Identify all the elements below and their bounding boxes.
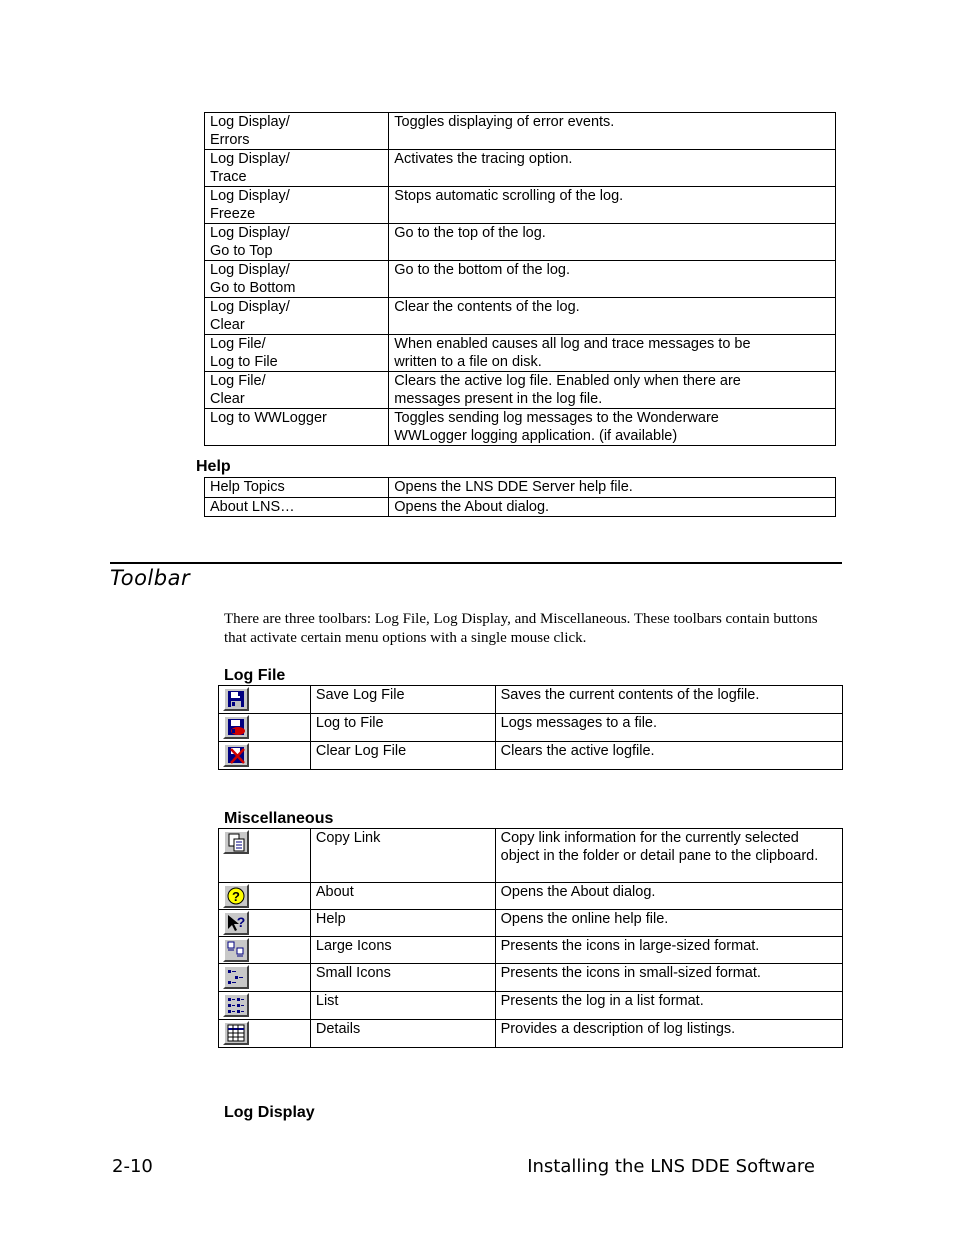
menu-item-description-line: When enabled causes all log and trace messages to be (394, 336, 751, 352)
toolbar-button-name: Help (310, 910, 495, 937)
clear-log-file-icon (226, 745, 246, 765)
save-log-file-button[interactable] (223, 687, 249, 711)
menu-item-description-line: Toggles sending log messages to the Wonderware (394, 410, 719, 426)
toolbar-button-name: Save Log File (310, 686, 495, 714)
menu-item-description-line: Toggles displaying of error events. (394, 114, 615, 130)
details-view-button[interactable] (223, 1021, 249, 1045)
toolbar-icon-cell (219, 992, 311, 1020)
table-row (219, 992, 843, 1020)
menu-item-description (389, 372, 836, 409)
menu-item-name-line: Errors (210, 131, 250, 148)
toolbar-button-description: Logs messages to a file. (495, 714, 842, 742)
table-row (219, 910, 843, 937)
menu-item-name-line: Log Display/ (210, 299, 290, 315)
menu-item-description (389, 150, 836, 187)
menu-item-description: Opens the About dialog. (389, 497, 836, 517)
menu-item-description-line: Activates the tracing option. (394, 151, 573, 167)
toolbar-icon-cell (219, 686, 311, 714)
menu-item-name-line: Log Display/ (210, 151, 290, 167)
log-file-heading: Log File (224, 667, 286, 684)
menu-item-description-line: Go to the top of the log. (394, 225, 546, 241)
toolbar-button-description: Opens the About dialog. (495, 883, 842, 910)
menu-item-description (389, 187, 836, 224)
toolbar-icon-cell (219, 883, 311, 910)
toolbar-intro-paragraph: There are three toolbars: Log File, Log Display, and Miscellaneous. These toolbars contain buttons that activate certain menu options with a single mouse click. (224, 611, 818, 646)
menu-item-name-line: Log to File (210, 353, 278, 370)
help-heading: Help (196, 458, 231, 475)
menu-item-description-line: Stops automatic scrolling of the log. (394, 188, 624, 204)
table-row (219, 1020, 843, 1048)
menu-item-description (389, 409, 836, 446)
table-row (205, 150, 836, 187)
menu-item-name-line: Go to Bottom (210, 279, 296, 296)
toolbar-button-description: Copy link information for the currently selected object in the folder or detail pane to the clipboard. (495, 829, 842, 883)
menu-item-name (205, 150, 389, 187)
menu-item-name (205, 113, 389, 150)
menu-item-name-line: Log File/ (210, 336, 266, 352)
menu-item-description (389, 224, 836, 261)
toolbar-icon-cell (219, 1020, 311, 1048)
page-number: 2-10 (112, 1156, 153, 1177)
menu-item-name-line: Log Display/ (210, 188, 290, 204)
menu-item-description-line: Clear the contents of the log. (394, 299, 580, 315)
toolbar-button-description: Presents the icons in small-sized format. (495, 964, 842, 992)
menu-item-description (389, 113, 836, 150)
table-row (219, 714, 843, 742)
toolbar-button-name: Large Icons (310, 937, 495, 964)
table-row (219, 937, 843, 964)
table-row (205, 261, 836, 298)
table-row (205, 298, 836, 335)
log-to-file-button[interactable] (223, 715, 249, 739)
section-divider (110, 562, 842, 564)
table-row (219, 829, 843, 883)
toolbar-icon-cell (219, 937, 311, 964)
menu-item-name (205, 335, 389, 372)
log-to-file-icon (226, 717, 246, 737)
menu-item-name (205, 224, 389, 261)
menu-item-help-topics: Help Topics (205, 478, 389, 498)
menu-item-name (205, 298, 389, 335)
menu-options-table (204, 112, 836, 446)
toolbar-button-name: Clear Log File (310, 742, 495, 770)
table-row (205, 409, 836, 446)
table-row (205, 335, 836, 372)
toolbar-button-description: Presents the icons in large-sized format. (495, 937, 842, 964)
toolbar-button-name: Log to File (310, 714, 495, 742)
menu-item-description-line: messages present in the log file. (394, 390, 603, 407)
menu-item-description (389, 335, 836, 372)
menu-item-name-line: Go to Top (210, 242, 273, 259)
svg-text:?: ? (236, 914, 246, 930)
menu-item-name-line: Trace (210, 168, 247, 185)
toolbar-icon-cell (219, 742, 311, 770)
menu-item-description (389, 261, 836, 298)
toolbar-button-name: Details (310, 1020, 495, 1048)
toolbar-button-name: Copy Link (310, 829, 495, 883)
toolbar-button-name: Small Icons (310, 964, 495, 992)
menu-item-description-line: Go to the bottom of the log. (394, 262, 571, 278)
toolbar-icon-cell (219, 964, 311, 992)
large-icons-icon (226, 940, 246, 960)
toolbar-icon-cell (219, 714, 311, 742)
toolbar-button-name: List (310, 992, 495, 1020)
large-icons-button[interactable] (223, 938, 249, 962)
table-row (219, 686, 843, 714)
table-row (205, 478, 836, 498)
table-row (205, 497, 836, 517)
copy-link-icon (226, 832, 246, 852)
menu-item-description-line: WWLogger logging application. (if available) (394, 427, 678, 444)
miscellaneous-toolbar-table (218, 828, 843, 1048)
details-view-icon (226, 1023, 246, 1043)
clear-log-file-button[interactable] (223, 743, 249, 767)
toolbar-button-description: Saves the current contents of the logfile. (495, 686, 842, 714)
table-row (219, 964, 843, 992)
menu-item-description (389, 298, 836, 335)
menu-item-name-line: Log File/ (210, 373, 266, 389)
toolbar-icon-cell (219, 829, 311, 883)
log-display-heading: Log Display (224, 1104, 315, 1121)
menu-item-name (205, 261, 389, 298)
toolbar-button-description: Clears the active logfile. (495, 742, 842, 770)
table-row (205, 187, 836, 224)
menu-item-name (205, 409, 389, 446)
menu-item-name-line: Log Display/ (210, 114, 290, 130)
menu-item-name-line: Clear (210, 316, 245, 333)
table-row (205, 113, 836, 150)
menu-item-name (205, 372, 389, 409)
table-row (205, 372, 836, 409)
table-row (205, 224, 836, 261)
small-icons-button[interactable] (223, 965, 249, 989)
context-help-button[interactable] (223, 911, 249, 935)
menu-item-description-line: written to a file on disk. (394, 353, 542, 370)
toolbar-button-description: Presents the log in a list format. (495, 992, 842, 1020)
save-log-file-icon (226, 689, 246, 709)
help-menu-table (204, 477, 836, 517)
section-title: Toolbar (110, 566, 191, 590)
menu-item-name-line: Clear (210, 390, 245, 407)
context-help-icon (226, 913, 246, 933)
list-view-button[interactable] (223, 993, 249, 1017)
table-row (219, 742, 843, 770)
table-row (219, 883, 843, 910)
toolbar-button-name: About (310, 883, 495, 910)
menu-item-description-line: Clears the active log file. Enabled only when there are (394, 373, 741, 389)
toolbar-button-description: Provides a description of log listings. (495, 1020, 842, 1048)
menu-item-description: Opens the LNS DDE Server help file. (389, 478, 836, 498)
menu-item-name-line: Log Display/ (210, 262, 290, 278)
menu-item-name-line: Log to WWLogger (210, 410, 327, 426)
small-icons-icon (226, 967, 246, 987)
log-file-toolbar-table (218, 685, 843, 770)
menu-item-name (205, 187, 389, 224)
about-question-button[interactable] (223, 884, 249, 908)
menu-item-about-lns: About LNS… (205, 497, 389, 517)
menu-item-name-line: Freeze (210, 205, 256, 222)
footer-title: Installing the LNS DDE Software (527, 1156, 815, 1177)
copy-link-button[interactable] (223, 830, 249, 854)
miscellaneous-heading: Miscellaneous (224, 810, 334, 827)
menu-item-name-line: Log Display/ (210, 225, 290, 241)
about-question-icon (226, 886, 246, 906)
toolbar-button-description: Opens the online help file. (495, 910, 842, 937)
svg-text:?: ? (232, 889, 240, 904)
list-view-icon (226, 995, 246, 1015)
toolbar-icon-cell (219, 910, 311, 937)
